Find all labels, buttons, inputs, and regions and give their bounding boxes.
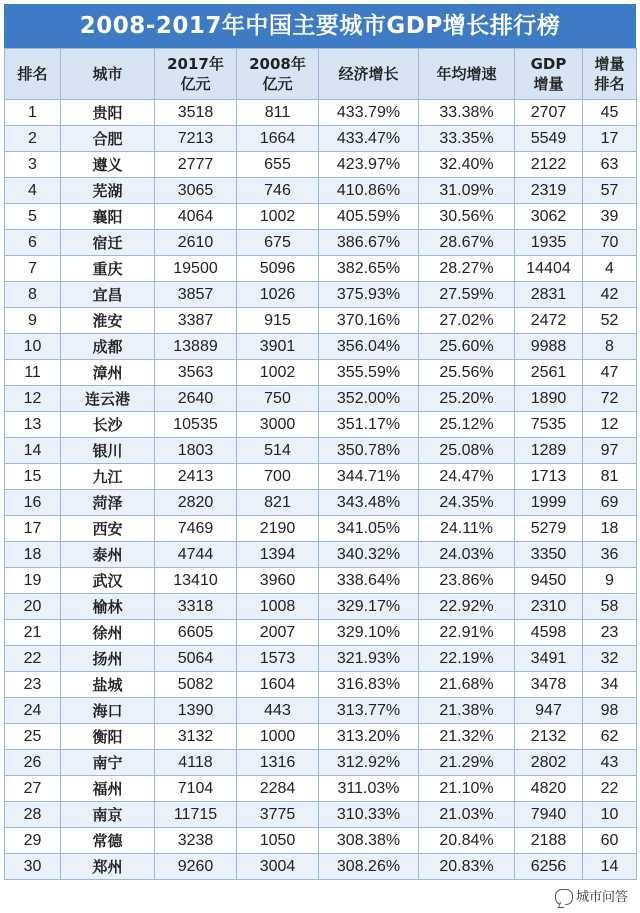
cell-annual-rate: 25.12%	[419, 412, 515, 438]
cell-increase-rank: 9	[583, 568, 637, 594]
table-row	[5, 672, 637, 698]
cell-rank: 9	[5, 308, 61, 334]
cell-gdp-increase: 4820	[515, 776, 583, 802]
header-label: GDP	[515, 54, 582, 74]
cell-gdp-2008: 514	[237, 438, 319, 464]
cell-growth: 312.92%	[319, 750, 419, 776]
cell-gdp-2017: 5064	[155, 646, 237, 672]
cell-city: 襄阳	[61, 204, 155, 230]
cell-city: 九江	[61, 464, 155, 490]
cell-rank: 22	[5, 646, 61, 672]
table-row	[5, 464, 637, 490]
cell-gdp-2017: 3518	[155, 100, 237, 126]
cell-growth: 313.77%	[319, 698, 419, 724]
header-increase-rank	[583, 49, 637, 100]
cell-annual-rate: 27.59%	[419, 282, 515, 308]
cell-increase-rank: 22	[583, 776, 637, 802]
cell-increase-rank: 36	[583, 542, 637, 568]
cell-increase-rank: 42	[583, 282, 637, 308]
cell-rank: 3	[5, 152, 61, 178]
cell-gdp-2017: 3065	[155, 178, 237, 204]
cell-growth: 433.79%	[319, 100, 419, 126]
cell-increase-rank: 58	[583, 594, 637, 620]
cell-annual-rate: 21.32%	[419, 724, 515, 750]
table-row	[5, 386, 637, 412]
cell-gdp-2008: 1573	[237, 646, 319, 672]
cell-annual-rate: 21.03%	[419, 802, 515, 828]
cell-city: 南宁	[61, 750, 155, 776]
table-row	[5, 854, 637, 880]
cell-gdp-2008: 3960	[237, 568, 319, 594]
cell-city: 南京	[61, 802, 155, 828]
cell-increase-rank: 72	[583, 386, 637, 412]
cell-rank: 5	[5, 204, 61, 230]
header-annual-rate	[419, 49, 515, 100]
cell-rank: 28	[5, 802, 61, 828]
cell-growth: 321.93%	[319, 646, 419, 672]
cell-growth: 433.47%	[319, 126, 419, 152]
cell-city: 衡阳	[61, 724, 155, 750]
cell-growth: 375.93%	[319, 282, 419, 308]
cell-rank: 14	[5, 438, 61, 464]
cell-gdp-2008: 655	[237, 152, 319, 178]
cell-rank: 1	[5, 100, 61, 126]
cell-city: 宿迁	[61, 230, 155, 256]
cell-rank: 13	[5, 412, 61, 438]
cell-rank: 25	[5, 724, 61, 750]
table-row	[5, 230, 637, 256]
cell-gdp-increase: 4598	[515, 620, 583, 646]
cell-growth: 382.65%	[319, 256, 419, 282]
cell-gdp-2008: 5096	[237, 256, 319, 282]
cell-city: 漳州	[61, 360, 155, 386]
cell-gdp-2008: 3901	[237, 334, 319, 360]
cell-rank: 12	[5, 386, 61, 412]
cell-gdp-increase: 1890	[515, 386, 583, 412]
cell-growth: 308.38%	[319, 828, 419, 854]
cell-city: 遵义	[61, 152, 155, 178]
cell-gdp-2017: 3132	[155, 724, 237, 750]
cell-annual-rate: 33.38%	[419, 100, 515, 126]
cell-city: 海口	[61, 698, 155, 724]
cell-gdp-2008: 915	[237, 308, 319, 334]
header-city	[61, 49, 155, 100]
cell-growth: 344.71%	[319, 464, 419, 490]
cell-gdp-2008: 750	[237, 386, 319, 412]
cell-gdp-2008: 1026	[237, 282, 319, 308]
cell-gdp-increase: 1999	[515, 490, 583, 516]
table-row	[5, 776, 637, 802]
cell-gdp-2008: 3004	[237, 854, 319, 880]
cell-gdp-2017: 2413	[155, 464, 237, 490]
header-rank	[5, 49, 61, 100]
cell-gdp-2017: 10535	[155, 412, 237, 438]
cell-gdp-2017: 13410	[155, 568, 237, 594]
table-row	[5, 308, 637, 334]
cell-gdp-increase: 2310	[515, 594, 583, 620]
cell-growth: 351.17%	[319, 412, 419, 438]
table-row	[5, 724, 637, 750]
cell-gdp-increase: 9988	[515, 334, 583, 360]
cell-increase-rank: 23	[583, 620, 637, 646]
header-sublabel: 排名	[583, 74, 636, 94]
cell-growth: 310.33%	[319, 802, 419, 828]
cell-annual-rate: 20.83%	[419, 854, 515, 880]
cell-gdp-increase: 3350	[515, 542, 583, 568]
cell-rank: 23	[5, 672, 61, 698]
cell-growth: 350.78%	[319, 438, 419, 464]
cell-annual-rate: 22.92%	[419, 594, 515, 620]
header-label: 2017年	[155, 54, 236, 74]
header-label: 年均增速	[419, 64, 514, 84]
cell-gdp-2017: 5082	[155, 672, 237, 698]
cell-annual-rate: 25.20%	[419, 386, 515, 412]
table-row	[5, 594, 637, 620]
cell-growth: 370.16%	[319, 308, 419, 334]
cell-gdp-2017: 3563	[155, 360, 237, 386]
table-row	[5, 100, 637, 126]
cell-gdp-2008: 1050	[237, 828, 319, 854]
cell-gdp-2017: 2610	[155, 230, 237, 256]
cell-gdp-2017: 1390	[155, 698, 237, 724]
cell-city: 盐城	[61, 672, 155, 698]
cell-gdp-2008: 675	[237, 230, 319, 256]
cell-increase-rank: 70	[583, 230, 637, 256]
cell-gdp-increase: 947	[515, 698, 583, 724]
cell-rank: 4	[5, 178, 61, 204]
cell-gdp-increase: 1713	[515, 464, 583, 490]
table-row	[5, 256, 637, 282]
cell-growth: 329.10%	[319, 620, 419, 646]
cell-annual-rate: 24.03%	[419, 542, 515, 568]
table-row	[5, 412, 637, 438]
cell-growth: 386.67%	[319, 230, 419, 256]
cell-growth: 316.83%	[319, 672, 419, 698]
cell-gdp-increase: 2831	[515, 282, 583, 308]
cell-gdp-2017: 2820	[155, 490, 237, 516]
cell-gdp-2008: 700	[237, 464, 319, 490]
cell-annual-rate: 23.86%	[419, 568, 515, 594]
cell-rank: 15	[5, 464, 61, 490]
cell-rank: 7	[5, 256, 61, 282]
cell-increase-rank: 8	[583, 334, 637, 360]
cell-city: 重庆	[61, 256, 155, 282]
cell-city: 宜昌	[61, 282, 155, 308]
cell-annual-rate: 21.38%	[419, 698, 515, 724]
header-gdp-2017	[155, 49, 237, 100]
header-sublabel: 亿元	[155, 74, 236, 94]
cell-gdp-increase: 2319	[515, 178, 583, 204]
cell-gdp-2017: 3238	[155, 828, 237, 854]
cell-rank: 2	[5, 126, 61, 152]
cell-increase-rank: 34	[583, 672, 637, 698]
cell-gdp-increase: 2188	[515, 828, 583, 854]
cell-gdp-2008: 2007	[237, 620, 319, 646]
cell-annual-rate: 22.91%	[419, 620, 515, 646]
table-row	[5, 802, 637, 828]
cell-gdp-2017: 2640	[155, 386, 237, 412]
cell-gdp-increase: 7535	[515, 412, 583, 438]
cell-annual-rate: 31.09%	[419, 178, 515, 204]
header-gdp-increase	[515, 49, 583, 100]
cell-gdp-increase: 1289	[515, 438, 583, 464]
cell-gdp-2008: 2284	[237, 776, 319, 802]
cell-gdp-2008: 3000	[237, 412, 319, 438]
cell-gdp-2017: 3857	[155, 282, 237, 308]
cell-growth: 308.26%	[319, 854, 419, 880]
cell-growth: 313.20%	[319, 724, 419, 750]
cell-gdp-increase: 2122	[515, 152, 583, 178]
cell-rank: 18	[5, 542, 61, 568]
cell-gdp-2008: 1664	[237, 126, 319, 152]
cell-gdp-increase: 3491	[515, 646, 583, 672]
cell-increase-rank: 60	[583, 828, 637, 854]
watermark	[551, 886, 632, 906]
cell-growth: 311.03%	[319, 776, 419, 802]
cell-rank: 10	[5, 334, 61, 360]
cell-increase-rank: 12	[583, 412, 637, 438]
table-row	[5, 126, 637, 152]
cell-gdp-2008: 746	[237, 178, 319, 204]
header-gdp-2008	[237, 49, 319, 100]
cell-rank: 8	[5, 282, 61, 308]
cell-annual-rate: 33.35%	[419, 126, 515, 152]
cell-gdp-2017: 4744	[155, 542, 237, 568]
cell-annual-rate: 21.10%	[419, 776, 515, 802]
cell-gdp-increase: 5279	[515, 516, 583, 542]
cell-annual-rate: 28.27%	[419, 256, 515, 282]
cell-gdp-increase: 1935	[515, 230, 583, 256]
page-title: 2008-2017年中国主要城市GDP增长排行榜	[4, 4, 636, 48]
cell-annual-rate: 25.56%	[419, 360, 515, 386]
table-row	[5, 516, 637, 542]
cell-rank: 27	[5, 776, 61, 802]
cell-gdp-increase: 2707	[515, 100, 583, 126]
cell-annual-rate: 22.19%	[419, 646, 515, 672]
table-row	[5, 438, 637, 464]
cell-increase-rank: 97	[583, 438, 637, 464]
cell-increase-rank: 57	[583, 178, 637, 204]
cell-annual-rate: 24.11%	[419, 516, 515, 542]
cell-gdp-increase: 2472	[515, 308, 583, 334]
cell-growth: 329.17%	[319, 594, 419, 620]
cell-gdp-2017: 1803	[155, 438, 237, 464]
table-row	[5, 620, 637, 646]
cell-increase-rank: 45	[583, 100, 637, 126]
cell-gdp-increase: 2132	[515, 724, 583, 750]
cell-gdp-2008: 1002	[237, 204, 319, 230]
table-row	[5, 828, 637, 854]
header-label: 城市	[61, 64, 154, 84]
cell-rank: 29	[5, 828, 61, 854]
table-row	[5, 542, 637, 568]
cell-annual-rate: 20.84%	[419, 828, 515, 854]
cell-increase-rank: 63	[583, 152, 637, 178]
cell-city: 银川	[61, 438, 155, 464]
cell-gdp-2008: 2190	[237, 516, 319, 542]
cell-annual-rate: 24.47%	[419, 464, 515, 490]
cell-annual-rate: 32.40%	[419, 152, 515, 178]
chat-bubble-icon	[555, 889, 573, 905]
cell-growth: 338.64%	[319, 568, 419, 594]
cell-city: 武汉	[61, 568, 155, 594]
cell-growth: 341.05%	[319, 516, 419, 542]
header-label: 经济增长	[319, 64, 418, 84]
cell-gdp-2008: 3775	[237, 802, 319, 828]
cell-city: 西安	[61, 516, 155, 542]
cell-gdp-increase: 6256	[515, 854, 583, 880]
cell-gdp-2008: 1002	[237, 360, 319, 386]
table-row	[5, 334, 637, 360]
cell-increase-rank: 69	[583, 490, 637, 516]
cell-gdp-2008: 443	[237, 698, 319, 724]
cell-growth: 410.86%	[319, 178, 419, 204]
cell-city: 成都	[61, 334, 155, 360]
table-row	[5, 568, 637, 594]
cell-gdp-2008: 1000	[237, 724, 319, 750]
table-header-row	[5, 49, 637, 100]
cell-gdp-2017: 9260	[155, 854, 237, 880]
header-sublabel: 亿元	[237, 74, 318, 94]
cell-growth: 343.48%	[319, 490, 419, 516]
gdp-ranking-table	[4, 48, 637, 880]
cell-increase-rank: 43	[583, 750, 637, 776]
header-growth	[319, 49, 419, 100]
cell-rank: 19	[5, 568, 61, 594]
table-row	[5, 204, 637, 230]
cell-city: 福州	[61, 776, 155, 802]
cell-gdp-increase: 2802	[515, 750, 583, 776]
cell-increase-rank: 98	[583, 698, 637, 724]
cell-rank: 30	[5, 854, 61, 880]
cell-city: 淮安	[61, 308, 155, 334]
cell-gdp-increase: 9450	[515, 568, 583, 594]
cell-city: 泰州	[61, 542, 155, 568]
header-label: 增量	[583, 54, 636, 74]
cell-city: 芜湖	[61, 178, 155, 204]
cell-growth: 356.04%	[319, 334, 419, 360]
cell-gdp-increase: 5549	[515, 126, 583, 152]
cell-gdp-2008: 1604	[237, 672, 319, 698]
cell-gdp-increase: 14404	[515, 256, 583, 282]
header-sublabel: 增量	[515, 74, 582, 94]
cell-increase-rank: 18	[583, 516, 637, 542]
cell-annual-rate: 25.08%	[419, 438, 515, 464]
table-row	[5, 360, 637, 386]
cell-city: 菏泽	[61, 490, 155, 516]
header-label: 排名	[5, 64, 60, 84]
table-row	[5, 646, 637, 672]
cell-rank: 11	[5, 360, 61, 386]
cell-annual-rate: 25.60%	[419, 334, 515, 360]
cell-city: 长沙	[61, 412, 155, 438]
cell-annual-rate: 21.68%	[419, 672, 515, 698]
cell-increase-rank: 4	[583, 256, 637, 282]
table-body	[5, 100, 637, 880]
cell-rank: 26	[5, 750, 61, 776]
cell-increase-rank: 10	[583, 802, 637, 828]
cell-gdp-2017: 7213	[155, 126, 237, 152]
cell-gdp-2017: 3387	[155, 308, 237, 334]
cell-gdp-2017: 2777	[155, 152, 237, 178]
cell-increase-rank: 62	[583, 724, 637, 750]
cell-annual-rate: 21.29%	[419, 750, 515, 776]
cell-gdp-increase: 2561	[515, 360, 583, 386]
cell-rank: 24	[5, 698, 61, 724]
cell-increase-rank: 39	[583, 204, 637, 230]
cell-increase-rank: 52	[583, 308, 637, 334]
cell-city: 榆林	[61, 594, 155, 620]
table-row	[5, 490, 637, 516]
cell-annual-rate: 28.67%	[419, 230, 515, 256]
watermark-text: 城市问答	[576, 890, 628, 905]
cell-gdp-2008: 1008	[237, 594, 319, 620]
cell-gdp-increase: 7940	[515, 802, 583, 828]
cell-gdp-2017: 7104	[155, 776, 237, 802]
cell-rank: 16	[5, 490, 61, 516]
cell-increase-rank: 32	[583, 646, 637, 672]
cell-city: 常德	[61, 828, 155, 854]
cell-rank: 20	[5, 594, 61, 620]
cell-rank: 6	[5, 230, 61, 256]
cell-growth: 340.32%	[319, 542, 419, 568]
cell-gdp-increase: 3478	[515, 672, 583, 698]
cell-increase-rank: 14	[583, 854, 637, 880]
cell-gdp-2017: 4064	[155, 204, 237, 230]
cell-gdp-increase: 3062	[515, 204, 583, 230]
cell-gdp-2008: 811	[237, 100, 319, 126]
cell-growth: 352.00%	[319, 386, 419, 412]
cell-growth: 355.59%	[319, 360, 419, 386]
cell-gdp-2017: 13889	[155, 334, 237, 360]
cell-city: 合肥	[61, 126, 155, 152]
cell-city: 郑州	[61, 854, 155, 880]
cell-annual-rate: 27.02%	[419, 308, 515, 334]
cell-increase-rank: 17	[583, 126, 637, 152]
cell-gdp-2017: 7469	[155, 516, 237, 542]
cell-gdp-2017: 4118	[155, 750, 237, 776]
cell-increase-rank: 47	[583, 360, 637, 386]
cell-rank: 21	[5, 620, 61, 646]
table-row	[5, 282, 637, 308]
cell-annual-rate: 30.56%	[419, 204, 515, 230]
ranking-document	[4, 4, 636, 880]
cell-gdp-2017: 19500	[155, 256, 237, 282]
cell-rank: 17	[5, 516, 61, 542]
table-row	[5, 750, 637, 776]
table-row	[5, 152, 637, 178]
cell-increase-rank: 81	[583, 464, 637, 490]
cell-gdp-2008: 1316	[237, 750, 319, 776]
cell-city: 扬州	[61, 646, 155, 672]
table-row	[5, 698, 637, 724]
cell-growth: 423.97%	[319, 152, 419, 178]
cell-growth: 405.59%	[319, 204, 419, 230]
cell-city: 贵阳	[61, 100, 155, 126]
cell-city: 连云港	[61, 386, 155, 412]
cell-city: 徐州	[61, 620, 155, 646]
cell-gdp-2008: 821	[237, 490, 319, 516]
cell-gdp-2017: 3318	[155, 594, 237, 620]
cell-gdp-2017: 6605	[155, 620, 237, 646]
header-label: 2008年	[237, 54, 318, 74]
cell-gdp-2008: 1394	[237, 542, 319, 568]
cell-gdp-2017: 11715	[155, 802, 237, 828]
cell-annual-rate: 24.35%	[419, 490, 515, 516]
table-row	[5, 178, 637, 204]
